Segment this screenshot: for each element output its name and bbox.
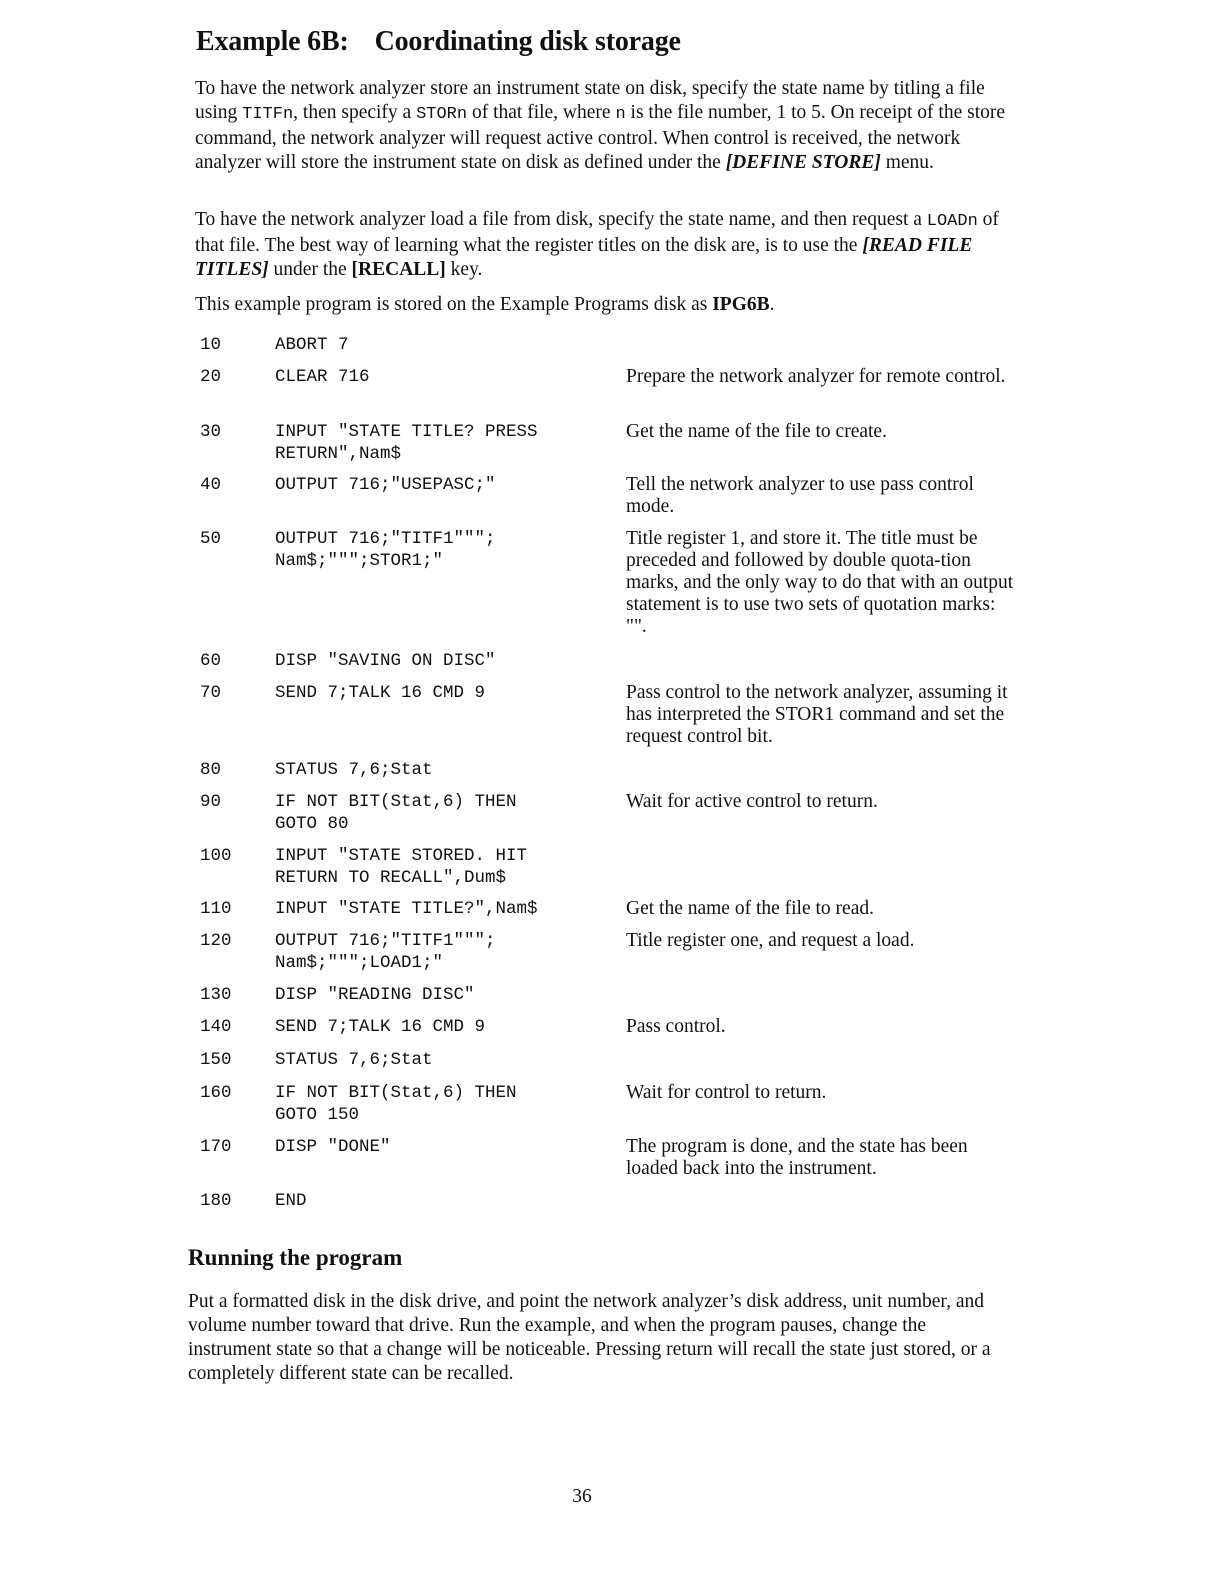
intro-paragraph-store: To have the network analyzer store an instrument state on disk, specify the state name by titling a file using TITFn, then specify a STORn of that file, where n is the file number, 1 to 5. On receipt of the store command, the network analyzer will request active control. When control is received, the network analyzer will store the instrument state on disk as defined under the [DEFINE STORE] menu. (195, 78, 1006, 173)
intro-paragraph-load: To have the network analyzer load a file from disk, specify the state name, and then request a LOADn of that file. The best way of learning what the register titles on the disk are, is to use the [READ FILE TITLES] under the [RECALL] key. (195, 209, 999, 280)
code-comment: Pass control. (626, 1016, 726, 1037)
code-comment: Wait for active control to return. (626, 791, 878, 812)
code-statement: INPUT "STATE TITLE?",Nam$ (275, 899, 538, 919)
program-name: IPG6B (712, 294, 770, 315)
line-number: 50 (200, 529, 222, 549)
line-number: 100 (200, 846, 232, 866)
line-number: 90 (200, 792, 222, 812)
hardkey-reference: [RECALL] (351, 259, 446, 280)
running-paragraph: Put a formatted disk in the disk drive, and point the network analyzer’s disk address, unit number, and volume number toward that drive. Run the example, and when the program pauses, change the instrument state so that a change will be noticeable. Pressing return will recall the state just stored, or a completely different state can be recalled. (188, 1291, 991, 1384)
line-number: 150 (200, 1050, 232, 1070)
code-statement: OUTPUT 716;"TITF1"""; Nam$;""";STOR1;" (275, 529, 496, 571)
code-inline: STORn (416, 105, 468, 124)
line-number: 130 (200, 985, 232, 1005)
code-comment: Tell the network analyzer to use pass control mode. (626, 474, 974, 517)
code-statement: IF NOT BIT(Stat,6) THEN GOTO 80 (275, 792, 517, 834)
line-number: 140 (200, 1017, 232, 1037)
code-comment: Title register 1, and store it. The title must be preceded and followed by double quota-tion marks, and the only way to do that with an output statement is to use two sets of quotation marks: "". (626, 528, 1014, 637)
code-statement: END (275, 1191, 307, 1211)
code-statement: INPUT "STATE TITLE? PRESS RETURN",Nam$ (275, 422, 538, 464)
code-statement: OUTPUT 716;"TITF1"""; Nam$;""";LOAD1;" (275, 931, 496, 973)
example-title: Coordinating disk storage (374, 26, 681, 57)
code-statement: SEND 7;TALK 16 CMD 9 (275, 1017, 486, 1037)
line-number: 170 (200, 1137, 232, 1157)
code-inline: n (615, 105, 626, 124)
code-comment: Get the name of the file to read. (626, 898, 874, 919)
code-statement: SEND 7;TALK 16 CMD 9 (275, 683, 486, 703)
example-label: Example 6B: (196, 26, 349, 57)
line-number: 10 (200, 335, 222, 355)
code-statement: INPUT "STATE STORED. HIT RETURN TO RECALL",Dum$ (275, 846, 528, 888)
code-comment: The program is done, and the state has been loaded back into the instrument. (626, 1136, 968, 1179)
line-number: 20 (200, 367, 222, 387)
intro-paragraph-disk: This example program is stored on the Example Programs disk as IPG6B. (195, 294, 775, 315)
line-number: 80 (200, 760, 222, 780)
line-number: 160 (200, 1083, 232, 1103)
line-number: 30 (200, 422, 222, 442)
code-statement: ABORT 7 (275, 335, 349, 355)
code-comment: Title register one, and request a load. (626, 930, 915, 951)
line-number: 110 (200, 899, 232, 919)
code-statement: DISP "DONE" (275, 1137, 391, 1157)
code-statement: DISP "SAVING ON DISC" (275, 651, 496, 671)
code-statement: OUTPUT 716;"USEPASC;" (275, 475, 496, 495)
code-comment: Pass control to the network analyzer, assuming it has interpreted the STOR1 command and set the request control bit. (626, 682, 1008, 747)
code-comment: Prepare the network analyzer for remote control. (626, 366, 1006, 387)
code-inline: LOADn (926, 212, 978, 231)
code-statement: DISP "READING DISC" (275, 985, 475, 1005)
line-number: 180 (200, 1191, 232, 1211)
line-number: 70 (200, 683, 222, 703)
line-number: 60 (200, 651, 222, 671)
code-statement: IF NOT BIT(Stat,6) THEN GOTO 150 (275, 1083, 517, 1125)
page-number: 36 (572, 1486, 592, 1507)
softkey-reference: [DEFINE STORE] (725, 152, 881, 173)
line-number: 120 (200, 931, 232, 951)
softkey-reference: [READ FILE TITLES] (195, 235, 973, 280)
page-title (196, 26, 681, 58)
code-statement: STATUS 7,6;Stat (275, 760, 433, 780)
code-comment: Wait for control to return. (626, 1082, 827, 1103)
code-statement: CLEAR 716 (275, 367, 370, 387)
line-number: 40 (200, 475, 222, 495)
code-comment: Get the name of the file to create. (626, 421, 887, 442)
section-heading: Running the program (188, 1245, 403, 1270)
code-inline: TITFn (242, 105, 294, 124)
code-statement: STATUS 7,6;Stat (275, 1050, 433, 1070)
